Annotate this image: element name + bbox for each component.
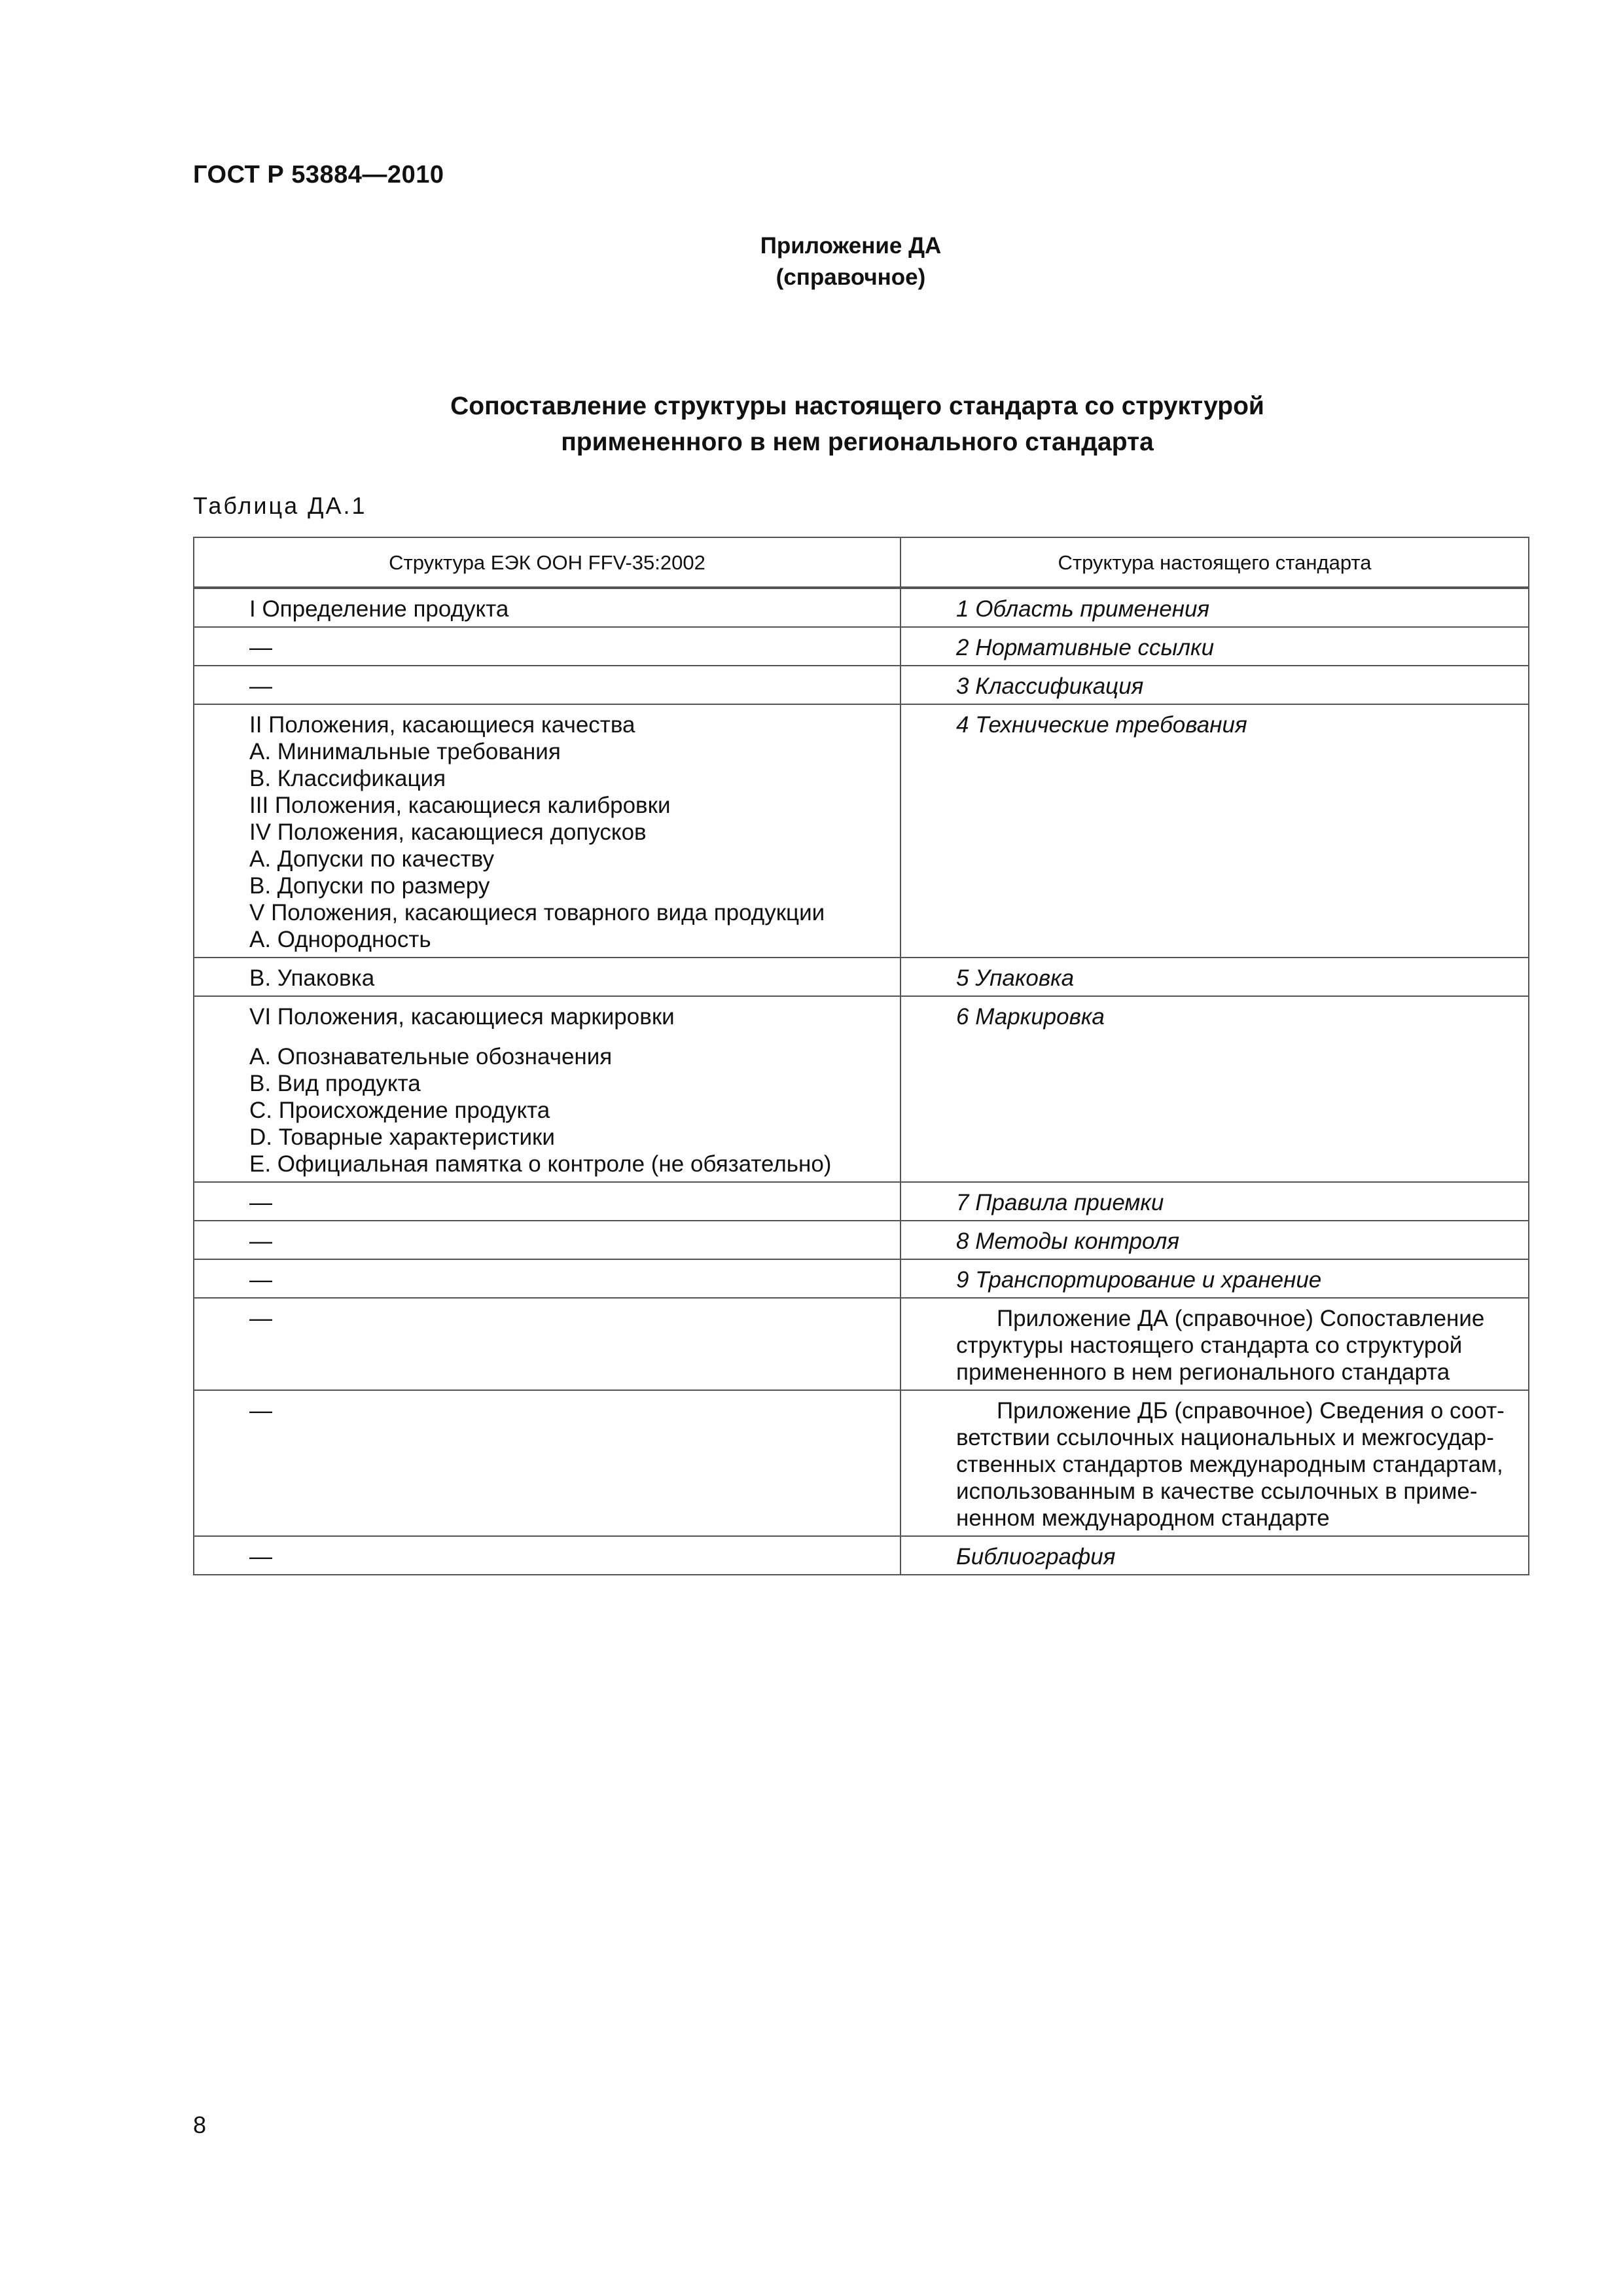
cell-line: 6 Маркировка <box>956 1004 1105 1030</box>
table-cell <box>901 704 1529 958</box>
table-row <box>194 996 1529 1182</box>
cell-line: В. Допуски по размеру <box>249 873 490 899</box>
table-cell <box>194 666 901 704</box>
table-cell <box>194 1182 901 1221</box>
cell-line: III Положения, касающиеся калибровки <box>249 793 671 818</box>
cell-line: Приложение ДА (справочное) Сопоставление <box>997 1306 1485 1331</box>
table-row <box>194 627 1529 666</box>
table-cell <box>901 1259 1529 1298</box>
cell-line: 2 Нормативные ссылки <box>956 635 1215 660</box>
cell-line: Е. Официальная памятка о контроле (не обязательно) <box>249 1151 832 1177</box>
appendix-kind: (справочное) <box>776 264 926 290</box>
cell-line: В. Упаковка <box>249 965 375 991</box>
page-number: 8 <box>193 2111 207 2138</box>
table-cell <box>194 588 901 627</box>
table-cell <box>194 1536 901 1575</box>
table-cell <box>194 958 901 996</box>
table-cell <box>901 1298 1529 1390</box>
appendix-heading <box>0 230 1623 293</box>
cell-line: VI Положения, касающиеся маркировки <box>249 1004 675 1030</box>
table-row <box>194 1298 1529 1390</box>
cell-line: 3 Классификация <box>956 673 1144 699</box>
cell-line: — <box>249 673 272 699</box>
cell-line: — <box>249 1229 272 1254</box>
section-title <box>190 388 1525 460</box>
cell-line: В. Классификация <box>249 766 446 791</box>
table-row <box>194 1221 1529 1259</box>
table-row <box>194 1259 1529 1298</box>
table-cell <box>901 1182 1529 1221</box>
cell-line: 8 Методы контроля <box>956 1229 1180 1254</box>
table-cell <box>901 666 1529 704</box>
table-cell <box>194 627 901 666</box>
table-cell <box>194 704 901 958</box>
table-cell <box>901 627 1529 666</box>
table-header-row <box>194 537 1529 588</box>
comparison-table <box>193 537 1529 1575</box>
document-code: ГОСТ Р 53884—2010 <box>193 161 444 188</box>
table-row <box>194 958 1529 996</box>
cell-line: А. Опознавательные обозначения <box>249 1044 613 1069</box>
cell-line: структуры настоящего стандарта со структурой <box>956 1333 1463 1358</box>
table-cell <box>194 996 901 1182</box>
cell-line: IV Положения, касающиеся допусков <box>249 819 647 845</box>
cell-line: Приложение ДБ (справочное) Сведения о соот- <box>997 1398 1505 1424</box>
table-row <box>194 666 1529 704</box>
cell-line: I Определение продукта <box>249 596 509 622</box>
table-cell <box>901 958 1529 996</box>
cell-line: 5 Упаковка <box>956 965 1075 991</box>
cell-line: 4 Технические требования <box>956 712 1247 738</box>
cell-line: С. Происхождение продукта <box>249 1098 550 1123</box>
table-row <box>194 1536 1529 1575</box>
section-title-line: Сопоставление структуры настоящего стандарта со структурой <box>450 392 1264 420</box>
cell-line: использованным в качестве ссылочных в приме- <box>956 1479 1478 1504</box>
cell-line: 7 Правила приемки <box>956 1190 1164 1215</box>
cell-line: А. Допуски по качеству <box>249 846 494 872</box>
table-cell <box>901 1221 1529 1259</box>
cell-line: V Положения, касающиеся товарного вида продукции <box>249 900 825 925</box>
table-cell <box>901 996 1529 1182</box>
table-row <box>194 704 1529 958</box>
cell-line: — <box>249 1190 272 1215</box>
cell-line: А. Минимальные требования <box>249 739 561 764</box>
cell-line: — <box>249 635 272 660</box>
cell-line: 1 Область применения <box>956 596 1210 622</box>
table-cell <box>194 1259 901 1298</box>
column-header: Структура настоящего стандарта <box>901 537 1529 588</box>
cell-line: В. Вид продукта <box>249 1071 421 1096</box>
table-cell <box>194 1221 901 1259</box>
cell-line: ненном международном стандарте <box>956 1505 1330 1531</box>
table-cell <box>901 1536 1529 1575</box>
cell-line: ственных стандартов международным стандартам, <box>956 1452 1503 1477</box>
cell-line: примененного в нем регионального стандарта <box>956 1359 1450 1385</box>
cell-line: — <box>249 1267 272 1293</box>
cell-line: D. Товарные характеристики <box>249 1124 555 1150</box>
table-cell <box>901 588 1529 627</box>
table-cell <box>901 1390 1529 1536</box>
appendix-title: Приложение ДА <box>760 233 942 259</box>
table-cell <box>194 1390 901 1536</box>
cell-line: — <box>249 1306 272 1331</box>
cell-line: — <box>249 1398 272 1424</box>
cell-line: ветствии ссылочных национальных и межгосудар- <box>956 1425 1494 1450</box>
table-caption: Таблица ДА.1 <box>193 492 367 519</box>
cell-line: Библиография <box>956 1544 1116 1570</box>
cell-line: А. Однородность <box>249 927 431 952</box>
table-row <box>194 1182 1529 1221</box>
cell-line: — <box>249 1544 272 1570</box>
cell-line: 9 Транспортирование и хранение <box>956 1267 1322 1293</box>
table-cell <box>194 1298 901 1390</box>
table-row <box>194 588 1529 627</box>
column-header: Структура ЕЭК ООН FFV-35:2002 <box>194 537 901 588</box>
cell-line: II Положения, касающиеся качества <box>249 712 635 738</box>
section-title-line: примененного в нем регионального стандарта <box>561 428 1154 456</box>
table-row <box>194 1390 1529 1536</box>
